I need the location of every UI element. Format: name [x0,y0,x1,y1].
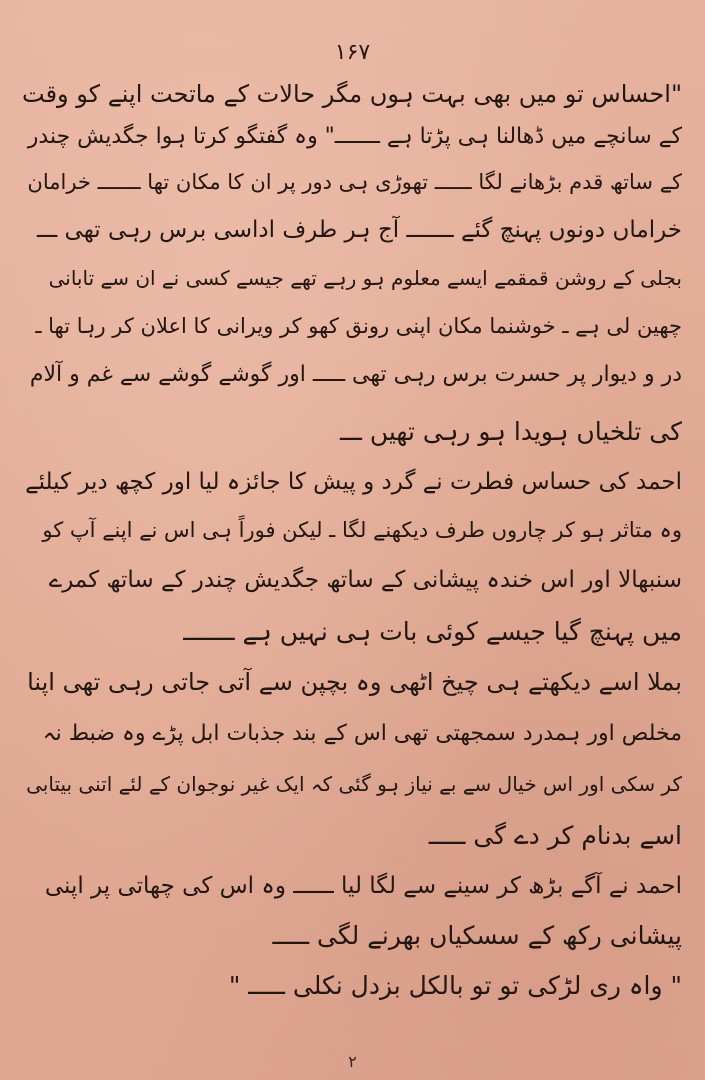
text-line: احمد کی حساس فطرت نے گرد و پیش کا جائزہ لیا اور کچھ دیر کیلئے [25,469,682,495]
text-line: احمد نے آگے بڑھ کر سینے سے لگا لیا ــــــ وہ اس کی چھاتی پر اپنی [44,873,682,899]
text-line: وہ متاثر ہو کر چاروں طرف دیکھنے لگا ـ لیکن فوراً ہی اس نے اپنے آپ کو [42,518,682,542]
text-line: مخلص اور ہمدرد سمجھتی تھی اس کے بند جذبات ابل پڑے وہ ضبط نہ [42,721,682,746]
text-line: چھین لی ہے ـ خوشنما مکان اپنی رونق کھو کر ویرانی کا اعلان کر رہا تھا ـ [35,314,682,338]
text-line: در و دیوار پر حسرت برس رہی تھی ـــــ اور گوشے گوشے سے غم و آلام [29,362,682,387]
footer-mark: ۲ [348,1052,357,1071]
page-number: ۱۶۷ [334,40,371,65]
text-line: "احساس تو میں بھی بہت ہوں مگر حالات کے ماتحت اپنے کو وقت [22,80,682,108]
text-line: " واہ ری لڑکی تو تو بالکل بزدل نکلی ـــــ " [228,971,682,1000]
text-line: پیشانی رکھ کے سسکیاں بھرنے لگی ـــــ [272,921,682,950]
text-line: کر سکی اور اس خیال سے بے نیاز ہو گئی کہ ایک غیر نوجوان کے لئے اتنی بیتابی [26,772,682,796]
text-line: بجلی کے روشن قمقمے ایسے معلوم ہو رہے تھے جیسے کسی نے ان سے تابانی [48,266,682,290]
text-line: خراماں دونوں پہنچ گئے ـــــــ آج ہر طرف اداسی برس رہی تھی ـــ [37,217,682,243]
text-line: بملا اسے دیکھتے ہی چیخ اٹھی وہ بچپن سے آتی جاتی رہی تھی اپنا [27,668,682,696]
text-line: اسے بدنام کر دے گی ـــــ [428,821,682,850]
text-line: کے سانچے میں ڈھالنا ہی پڑتا ہے ـــــــ" وہ گفتگو کرتا ہوا جگدیش چندر [27,124,682,149]
text-line: سنبھالا اور اس خندہ پیشانی کے ساتھ جگدیش چندر کے ساتھ کمرے [48,567,682,593]
text-line: کے ساتھ قدم بڑھانے لگا ــــــ تھوڑی ہی دور پر ان کا مکان تھا ـــــــ خرامان [27,170,682,194]
text-line: میں پہنچ گیا جیسے کوئی بات ہی نہیں ہے ـــــــ [183,617,682,646]
text-line: کی تلخیاں ہویدا ہو رہی تھیں ـــ [339,417,682,446]
